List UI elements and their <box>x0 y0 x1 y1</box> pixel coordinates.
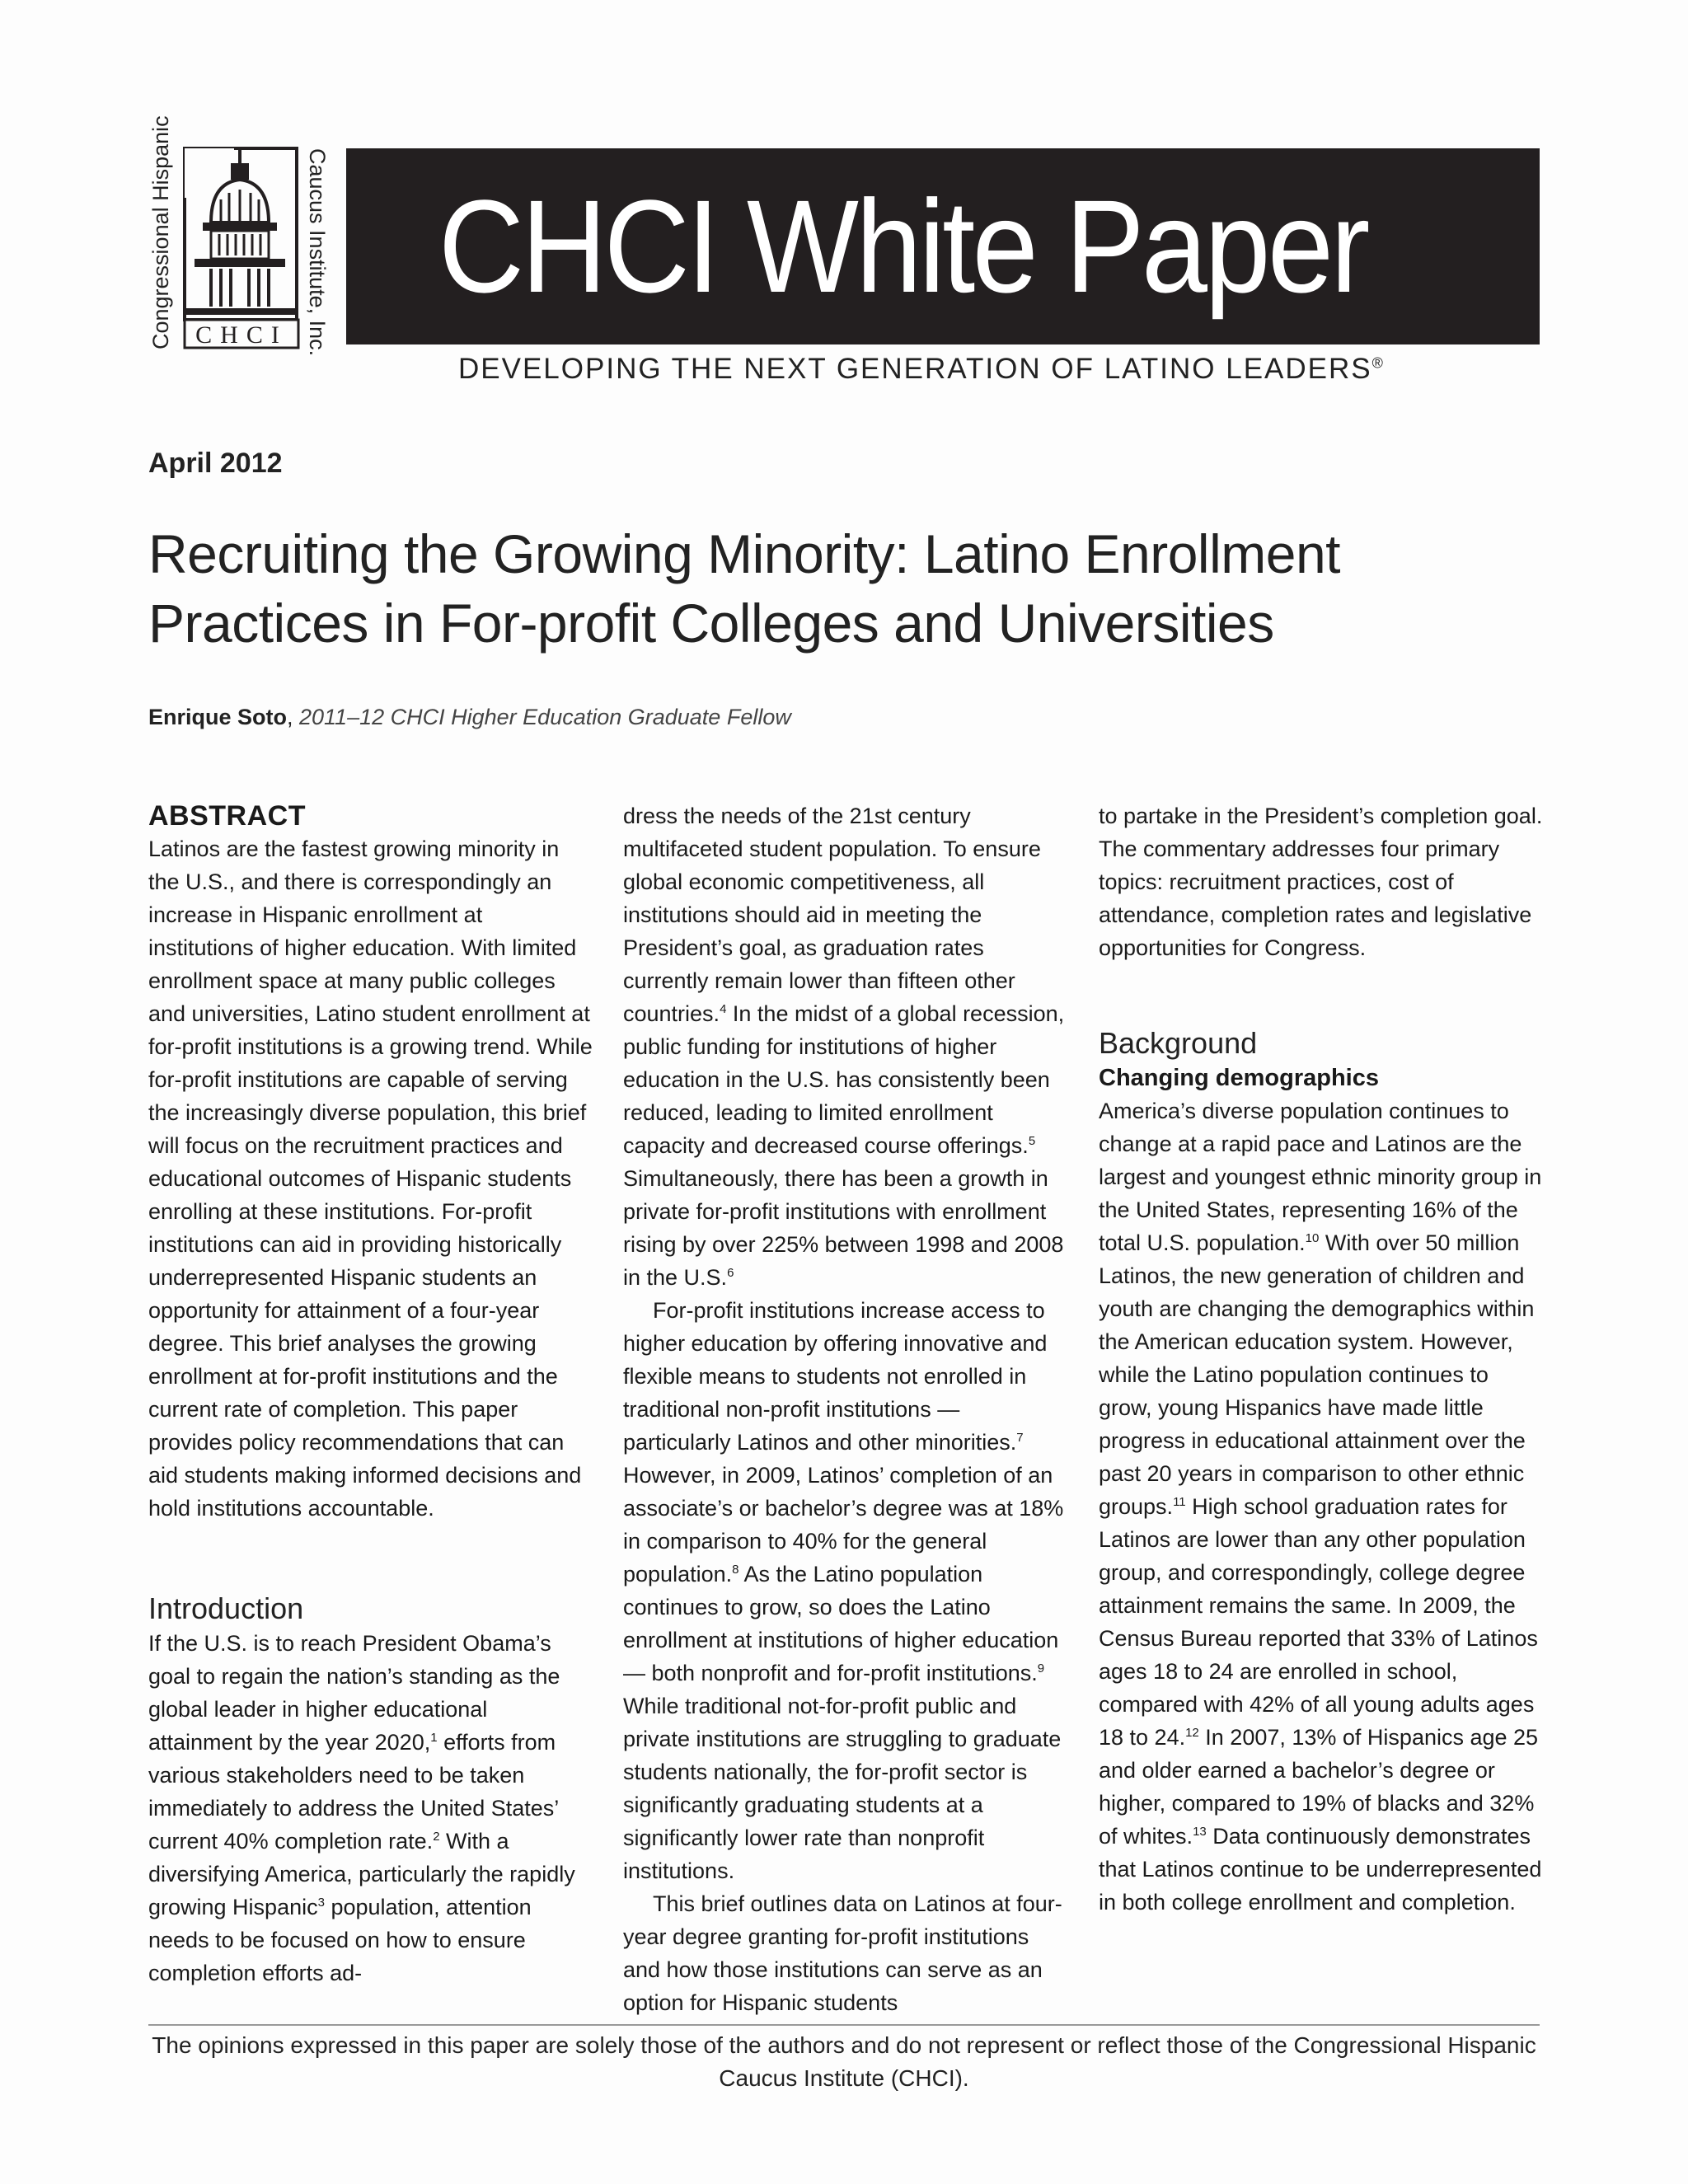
registered-mark: ® <box>1372 354 1385 372</box>
column-1 <box>148 799 593 1990</box>
footnote-ref-10: 10 <box>1305 1231 1320 1245</box>
column-3 <box>1099 799 1544 1919</box>
publication-date: April 2012 <box>148 448 283 479</box>
abstract-heading: ABSTRACT <box>148 800 306 832</box>
author-line <box>148 705 791 730</box>
footnote-ref-8: 8 <box>732 1563 739 1577</box>
tagline-text: DEVELOPING THE NEXT GENERATION OF LATINO LEADERS <box>458 353 1372 385</box>
introduction-paragraph-3-start: This brief outlines data on Latinos at four-year degree granting for-profit institutions and how those institutions can serve as an option for Hispanic students <box>623 1891 1062 2015</box>
introduction-paragraph-3: to partake in the President’s completion goal. The commentary addresses four primary topics: recruitment practices, cost of attendance, completion rates and legislative opportunities for Congress. <box>1099 804 1543 960</box>
footnote-ref-6: 6 <box>727 1266 734 1280</box>
chci-logo <box>145 115 335 357</box>
introduction-paragraph-1-cont: dress the needs of the 21st century multifaceted student population. To ensure global economic competitiveness, all institutions should aid in meeting the President’s goal, as graduation rates currently remain lower than fifteen other countries.$^4$ In the midst of a global recession, public funding for institutions of higher education in the U.S. has consistently been reduced, leading to limited enrollment capacity and decreased course offerings.$^5$ Simultaneously, there has been a growth in private for-profit institutions with enrollment rising by over 225% between 1998 and 2008 in the U.S.$^6$ <box>623 804 1065 1290</box>
footnote-ref-13: 13 <box>1193 1825 1207 1839</box>
background-subheading: Changing demographics <box>1099 1065 1379 1091</box>
footer-rule <box>148 2024 1540 2026</box>
footnote-ref-4: 4 <box>720 1002 727 1016</box>
abstract-text: Latinos are the fastest growing minority in the U.S., and there is correspondingly an increase in Hispanic enrollment at institutions of higher education. With limited enrollment space at many public colleges and universities, Latino student enrollment at for-profit institutions is a growing trend. While for-profit institutions are capable of serving the increasingly diverse population, this brief will focus on the recruitment practices and educational outcomes of Hispanic students enrolling at these institutions. For-profit institutions can aid in providing historically underrepresented Hispanic students an opportunity for attainment of a four-year degree. This brief analyses the growing enrollment at for-profit institutions and the current rate of completion. This paper provides policy recommendations that can aid students making informed decisions and hold institutions accountable. <box>148 837 593 1521</box>
footnote-ref-9: 9 <box>1037 1661 1045 1675</box>
introduction-paragraph-1: If the U.S. is to reach President Obama’s goal to regain the nation’s standing as the global leader in higher educational attainment by the year 2020,$^1$ efforts from various stakeholders need to be taken immediately to address the United States’ current 40% completion rate.$^2$ With a diversifying America, particularly the rapidly growing Hispanic$^3$ population, attention needs to be focused on how to ensure completion efforts ad- <box>148 1631 575 1985</box>
logo-right-text: Caucus Institute, Inc. <box>305 148 330 357</box>
footnote-ref-11: 11 <box>1173 1495 1186 1509</box>
capitol-dome-icon <box>178 145 305 351</box>
footer-disclaimer: The opinions expressed in this paper are solely those of the authors and do not represent or reflect those of the Congressional Hispanic Caucus Institute (CHCI). <box>152 2032 1536 2091</box>
background-paragraph-1: America’s diverse population continues to change at a rapid pace and Latinos are the largest and youngest ethnic minority group in the United States, representing 16% of the total U.S. population.$^{10}$ With over 50 million Latinos, the new generation of children and youth are changing the demographics within the American education system. However, while the Latino population continues to grow, young Hispanics have made little progress in educational attainment over the past 20 years in comparison to other ethnic groups.$^{11}$ High school graduation rates for Latinos are lower than any other population group, and correspondingly, college degree attainment remains the same. In 2009, the Census Bureau reported that 33% of Latinos ages 18 to 24 are enrolled in school, compared with 42% of all young adults ages 18 to 24.12 In 2007, 13% of Hispanics age 25 and older earned a bachelor’s degree or higher, compared to 19% of blacks and 32% of whites.$^{13}$ Data continuously demonstrates that Latinos continue to be underrepresented in both college enrollment and completion. <box>1099 1099 1542 1915</box>
footnote-ref-2: 2 <box>433 1830 440 1844</box>
background-heading: Background <box>1099 1026 1258 1060</box>
tagline <box>458 353 1385 386</box>
footnote-ref-7: 7 <box>1016 1431 1024 1445</box>
intro-p1-continued: population, attention needs to be focused on how to ensure completion efforts ad- <box>148 1895 532 1985</box>
paper-title: Recruiting the Growing Minority: Latino Enrollment Practices in For-profit Colleges and Universities <box>148 523 1340 654</box>
author-name: Enrique Soto <box>148 705 287 729</box>
footnote-ref-3: 3 <box>317 1896 325 1910</box>
footnote-ref-5: 5 <box>1028 1134 1036 1148</box>
logo-acronym: CHCI <box>195 321 288 349</box>
introduction-paragraph-2: For-profit institutions increase access to higher education by offering innovative and flexible means to students not enrolled in traditional non-profit institutions — particularly Latinos and other minorities.$^7$ However, in 2009, Latinos’ completion of an associate’s or bachelor’s degree was at 18% in comparison to 40% for the general population.$^8$ As the Latino population continues to grow, so does the Latino enrollment at institutions of higher education — both nonprofit and for-profit institutions.$^9$ While traditional not-for-profit public and private institutions are struggling to graduate students nationally, the for-profit sector is significantly graduating students at a significantly lower rate than nonprofit institutions. <box>623 1298 1064 1883</box>
column-2 <box>623 799 1068 2019</box>
banner-title: CHCI White Paper <box>438 172 1367 320</box>
author-separator: , <box>287 705 300 729</box>
author-role: 2011–12 CHCI Higher Education Graduate Fellow <box>299 705 791 729</box>
logo-left-text: Congressional Hispanic <box>148 115 173 349</box>
header-banner <box>346 148 1540 344</box>
footnote-ref-1: 1 <box>430 1731 438 1745</box>
footnote-ref-12: 12 <box>1185 1726 1199 1740</box>
introduction-heading: Introduction <box>148 1591 304 1625</box>
